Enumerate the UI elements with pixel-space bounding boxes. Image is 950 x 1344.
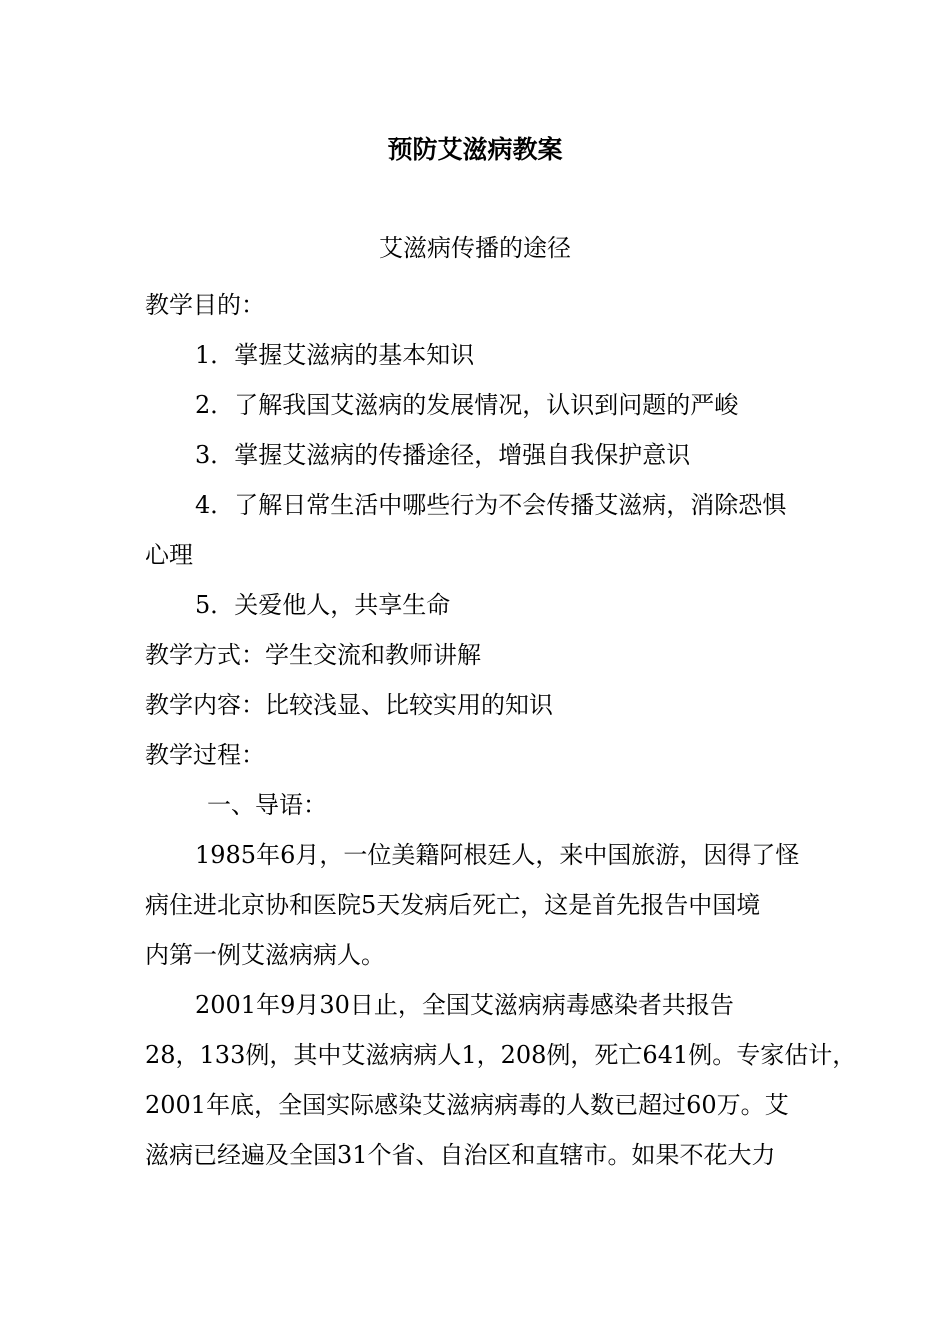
section-intro-heading: 一、导语： xyxy=(207,791,327,819)
goal-item-4-line-2: 心理 xyxy=(145,541,193,569)
document-title: 预防艾滋病教案 xyxy=(387,135,563,164)
document-body xyxy=(145,280,857,1180)
paragraph-1-line-3: 内第一例艾滋病病人。 xyxy=(145,941,385,969)
teaching-process: 教学过程： xyxy=(145,741,265,769)
paragraph-2-line-4: 滋病已经遍及全国31个省、自治区和直辖市。如果不花大力 xyxy=(145,1141,776,1169)
document-subtitle: 艾滋病传播的途径 xyxy=(379,234,571,262)
goal-item-5: 5．关爱他人，共享生命 xyxy=(195,591,451,619)
teaching-method: 教学方式：学生交流和教师讲解 xyxy=(145,641,481,669)
goal-item-4-line-1: 4．了解日常生活中哪些行为不会传播艾滋病，消除恐惧 xyxy=(195,491,787,519)
goals-heading: 教学目的： xyxy=(145,291,265,319)
paragraph-2-line-2: 28，133例，其中艾滋病病人1，208例，死亡641例。专家估计， xyxy=(145,1041,857,1069)
goal-item-2: 2．了解我国艾滋病的发展情况，认识到问题的严峻 xyxy=(195,391,739,419)
paragraph-2-line-1: 2001年9月30日止，全国艾滋病病毒感染者共报告 xyxy=(195,991,734,1019)
paragraph-2-line-3: 2001年底，全国实际感染艾滋病病毒的人数已超过60万。艾 xyxy=(145,1091,789,1119)
paragraph-1-line-2: 病住进北京协和医院5天发病后死亡，这是首先报告中国境 xyxy=(145,891,761,919)
paragraph-1-line-1: 1985年6月，一位美籍阿根廷人，来中国旅游，因得了怪 xyxy=(195,841,800,869)
goal-item-1: 1．掌握艾滋病的基本知识 xyxy=(195,341,475,369)
teaching-content: 教学内容：比较浅显、比较实用的知识 xyxy=(145,691,553,719)
goal-item-3: 3．掌握艾滋病的传播途径，增强自我保护意识 xyxy=(195,441,691,469)
